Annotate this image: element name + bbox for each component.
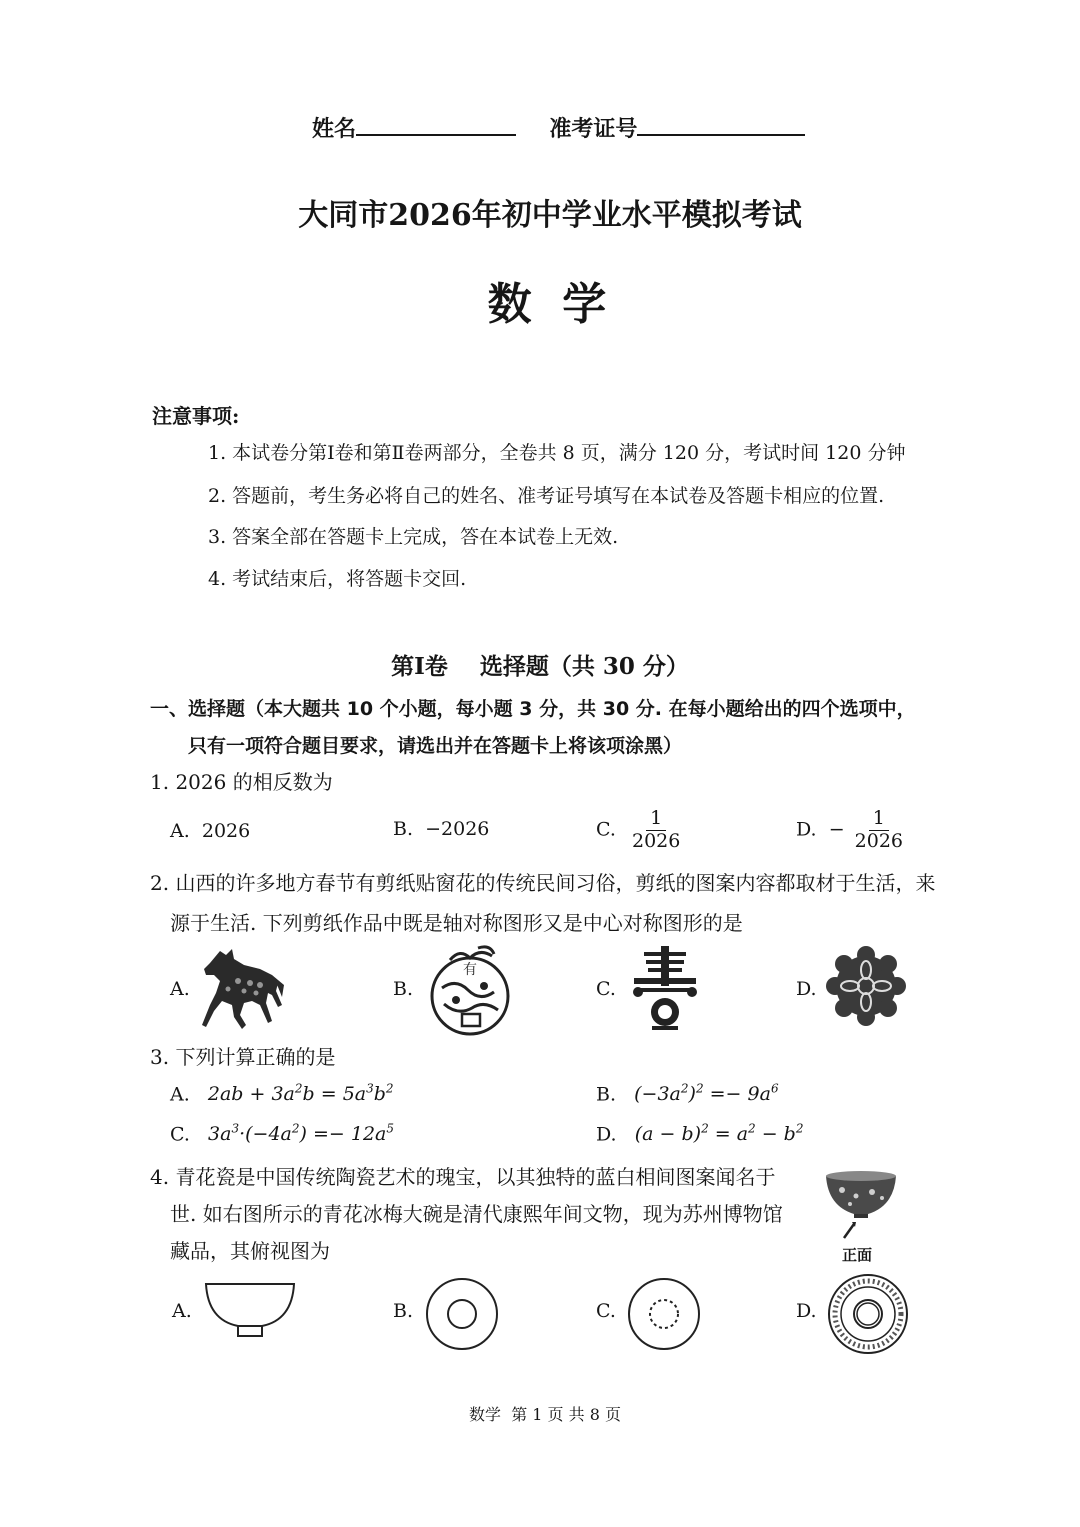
notice-item: 3. 答案全部在答题卡上完成，答在本试卷上无效. xyxy=(208,526,619,548)
name-blank xyxy=(356,116,516,136)
apple-papercut-text: 有 xyxy=(463,962,477,978)
question-2-stem-1: 2. 山西的许多地方春节有剪纸贴窗花的传统民间习俗，剪纸的图案内容都取材于生活，来 xyxy=(150,871,936,895)
front-view-label: 正面 xyxy=(842,1246,873,1264)
q4-option-c-label: C. xyxy=(596,1300,616,1322)
q2-option-b-label: B. xyxy=(393,978,414,1000)
section-instruction-2: 只有一项符合题目要求，请选出并在答题卡上将该项涂黑） xyxy=(188,735,683,757)
option-label: C. xyxy=(596,818,616,841)
name-label: 姓名 xyxy=(312,116,357,142)
q3-option-b xyxy=(596,1082,779,1105)
section-title: 第Ⅰ卷 选择题（共 30 分） xyxy=(391,653,689,680)
option-label: B. xyxy=(596,1083,617,1106)
minus-sign: − xyxy=(828,818,845,841)
top-view-solid-circles-icon xyxy=(424,1276,500,1352)
q3-option-c xyxy=(170,1122,394,1145)
denominator: 2026 xyxy=(632,829,681,852)
flower-papercut-icon xyxy=(826,946,906,1026)
notices-title: 注意事项: xyxy=(152,404,240,428)
question-4-stem-2: 世. 如右图所示的青花冰梅大碗是清代康熙年间文物，现为苏州博物馆 xyxy=(170,1202,783,1226)
exam-number-label: 准考证号 xyxy=(549,116,638,142)
q2-option-c-label: C. xyxy=(596,978,616,1000)
notice-item: 1. 本试卷分第Ⅰ卷和第Ⅱ卷两部分，全卷共 8 页，满分 120 分，考试时间 120 分钟 xyxy=(208,442,906,464)
fraction xyxy=(628,808,684,853)
option-label: D. xyxy=(596,1123,617,1146)
candidate-info-line xyxy=(312,112,805,143)
option-value: 2026 xyxy=(201,820,251,842)
q3-option-a xyxy=(170,1082,394,1105)
numerator: 1 xyxy=(869,808,889,831)
notice-item: 4. 考试结束后，将答题卡交回. xyxy=(208,568,467,590)
q3-a-expression: $2ab + 3a^2b = 5a^3b^2$ xyxy=(207,1082,394,1106)
q3-b-expression: $(-3a^2)^2 =- 9a^6$ xyxy=(634,1082,779,1106)
q1-option-c xyxy=(596,808,684,853)
question-3-stem: 3. 下列计算正确的是 xyxy=(150,1045,336,1069)
q3-option-d xyxy=(596,1122,803,1145)
q4-option-d-label: D. xyxy=(796,1300,817,1322)
q4-option-b-label: B. xyxy=(393,1300,414,1322)
exam-title: 大同市2026年初中学业水平模拟考试 xyxy=(298,198,802,233)
option-label: C. xyxy=(170,1123,190,1146)
q1-option-b xyxy=(393,818,489,840)
numerator: 1 xyxy=(646,808,666,831)
bowl-front-view-icon xyxy=(200,1280,300,1340)
character-papercut-icon xyxy=(626,942,704,1034)
q2-option-a-label: A. xyxy=(170,978,190,1000)
top-view-patterned-icon xyxy=(826,1272,910,1356)
q1-option-a xyxy=(170,820,250,842)
option-label: D. xyxy=(796,818,817,841)
question-4-stem-3: 藏品，其俯视图为 xyxy=(170,1239,330,1263)
exam-number-blank xyxy=(637,116,805,136)
subject-title: 数 学 xyxy=(487,279,607,330)
option-value: −2026 xyxy=(425,818,490,840)
question-4-stem-1: 4. 青花瓷是中国传统陶瓷艺术的瑰宝，以其独特的蓝白相间图案闻名于 xyxy=(150,1165,776,1189)
fraction xyxy=(851,808,907,853)
denominator: 2026 xyxy=(854,829,904,852)
q4-option-a-label: A. xyxy=(172,1300,192,1322)
page-footer: 数学 第 1 页 共 8 页 xyxy=(469,1405,621,1424)
apple-papercut-icon xyxy=(420,942,520,1038)
top-view-dashed-inner-circle-icon xyxy=(626,1276,702,1352)
q1-option-d xyxy=(796,808,907,853)
option-label: B. xyxy=(393,818,414,840)
question-1-stem: 1. 2026 的相反数为 xyxy=(150,770,333,794)
section-instruction-1: 一、选择题（本大题共 10 个小题，每小题 3 分，共 30 分. 在每小题给出的四个选项中， xyxy=(150,698,916,720)
option-label: A. xyxy=(170,820,190,842)
q2-option-d-label: D. xyxy=(796,978,817,1000)
horse-papercut-icon xyxy=(198,945,288,1033)
q3-c-expression: $3a^3\cdot(-4a^2) =- 12a^5$ xyxy=(208,1122,395,1146)
q3-d-expression: $(a - b)^2 = a^2 - b^2$ xyxy=(634,1122,804,1146)
question-2-stem-2: 源于生活. 下列剪纸作品中既是轴对称图形又是中心对称图形的是 xyxy=(170,911,743,935)
porcelain-bowl-icon xyxy=(822,1168,900,1246)
option-label: A. xyxy=(170,1083,190,1106)
notice-item: 2. 答题前，考生务必将自己的姓名、准考证号填写在本试卷及答题卡相应的位置. xyxy=(208,485,885,507)
